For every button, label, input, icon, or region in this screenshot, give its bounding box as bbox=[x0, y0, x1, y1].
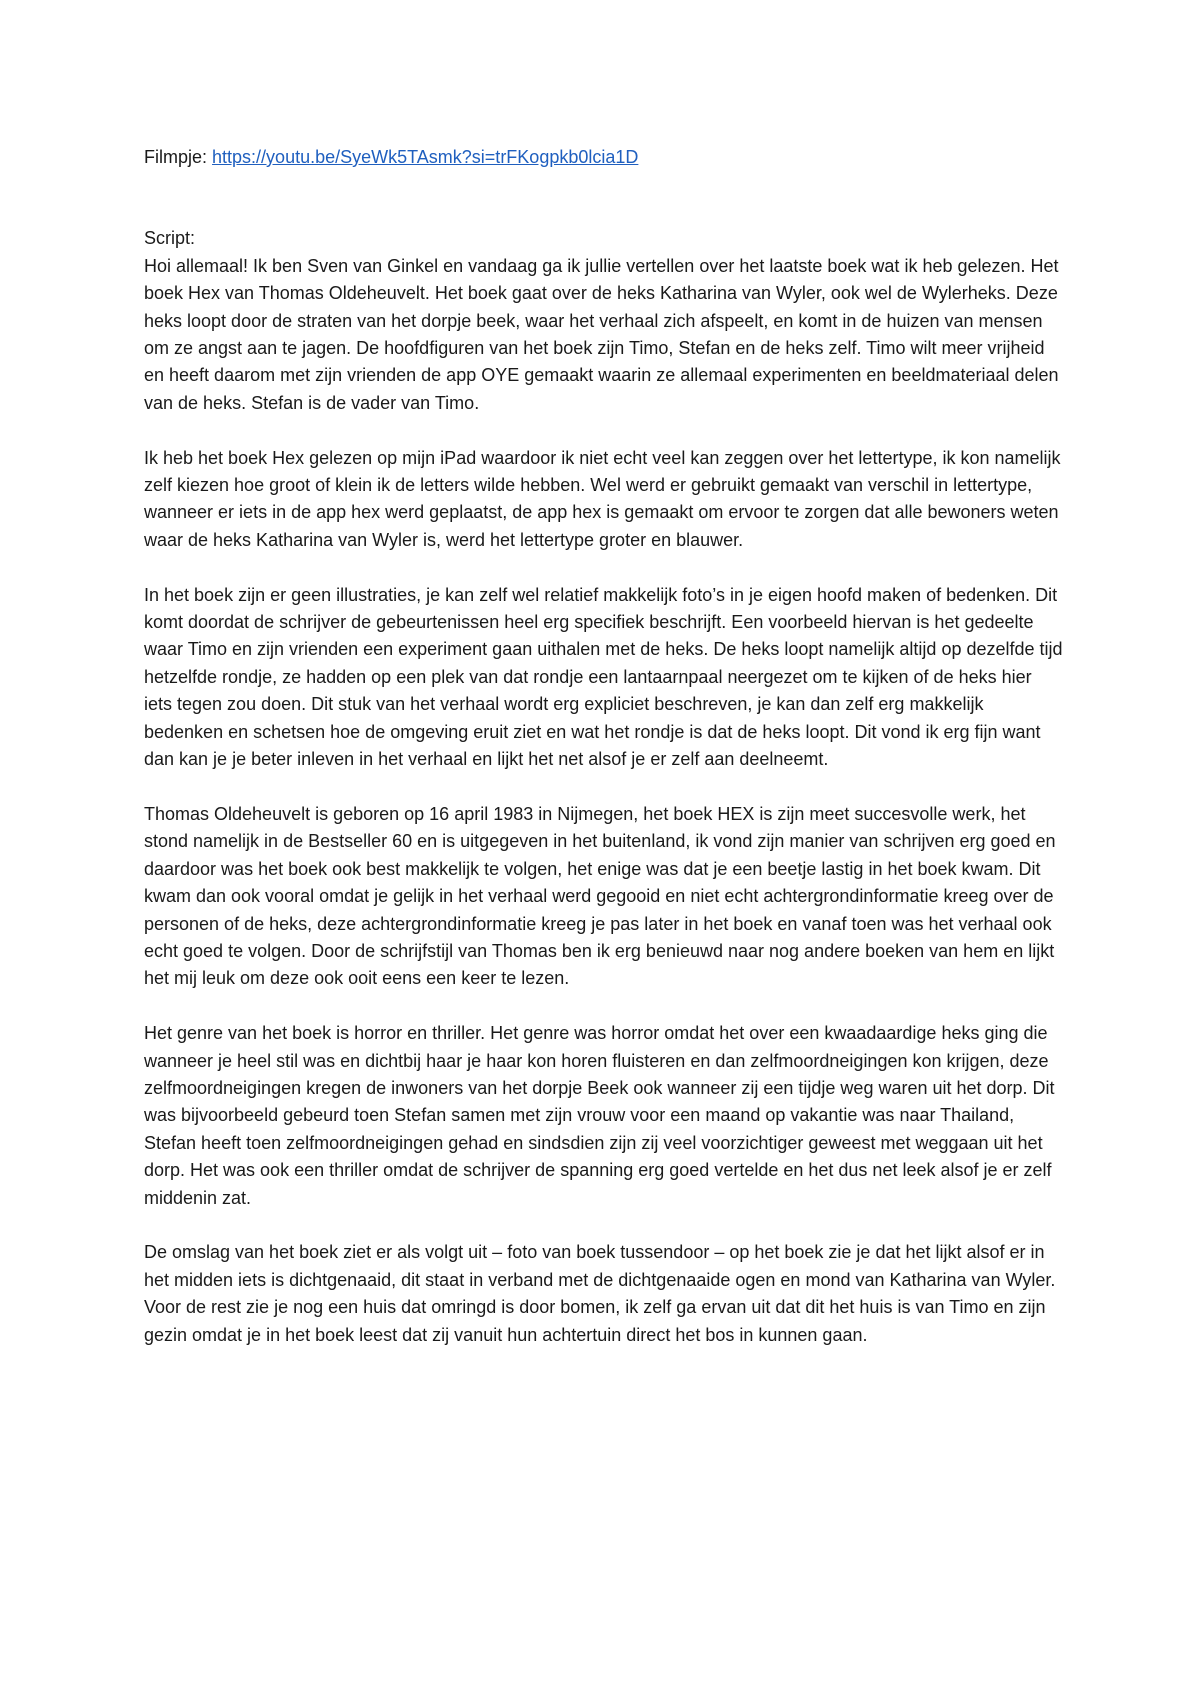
paragraph-intro: Hoi allemaal! Ik ben Sven van Ginkel en vandaag ga ik jullie vertellen over het laatste boek wat ik heb gelezen. Het boek Hex van Thomas Oldeheuvelt. Het boek gaat over de heks Katharina van Wyler, ook wel de Wylerheks. Deze heks loopt door de straten van het dorpje beek, waar het verhaal zich afspeelt, en komt in de huizen van mensen om ze angst aan te jagen. De hoofdfiguren van het boek zijn Timo, Stefan en de heks zelf. Timo wilt meer vrijheid en heeft daarom met zijn vrienden de app OYE gemaakt waarin ze allemaal experimenten en beeldmateriaal delen van de heks. Stefan is de vader van Timo. bbox=[144, 255, 1059, 413]
document-page bbox=[144, 144, 1064, 1376]
video-line bbox=[144, 144, 1064, 171]
paragraph-typography: Ik heb het boek Hex gelezen op mijn iPad waardoor ik niet echt veel kan zeggen over het lettertype, ik kon namelijk zelf kiezen hoe groot of klein ik de letters wilde hebben. Wel werd er gebruikt gemaakt van verschil in lettertype, wanneer er iets in de app hex werd geplaatst, de app hex is gemaakt om ervoor te zorgen dat alle bewoners weten waar de heks Katharina van Wyler is, werd het lettertype groter en blauwer. bbox=[144, 447, 1061, 550]
paragraph-author: Thomas Oldeheuvelt is geboren op 16 april 1983 in Nijmegen, het boek HEX is zijn meet succesvolle werk, het stond namelijk in de Bestseller 60 en is uitgegeven in het buitenland, ik vond zijn manier van schrijven erg goed en daardoor was het boek ook best makkelijk te volgen, het enige was dat je een beetje lastig in het boek kwam. Dit kwam dan ook vooral omdat je gelijk in het verhaal werd gegooid en niet echt achtergrondinformatie kreeg over de personen of de heks, deze achtergrondinformatie kreeg je pas later in het boek en vanaf toen was het verhaal ook echt goed te volgen. Door de schrijfstijl van Thomas ben ik erg benieuwd naar nog andere boeken van hem en lijkt het mij leuk om deze ook ooit eens een keer te lezen. bbox=[144, 803, 1056, 989]
paragraph-genre: Het genre van het boek is horror en thriller. Het genre was horror omdat het over een kwaadaardige heks ging die wanneer je heel stil was en dichtbij haar je haar kon horen fluisteren en dan zelfmoordneigingen kon krijgen, deze zelfmoordneigingen kregen de inwoners van het dorpje Beek ook wanneer zij een tijdje weg waren uit het dorp. Dit was bijvoorbeeld gebeurd toen Stefan samen met zijn vrouw voor een maand op vakantie was naar Thailand, Stefan heeft toen zelfmoordneigingen gehad en sindsdien zijn zij veel voorzichtiger geweest met weggaan uit het dorp. Het was ook een thriller omdat de schrijver de spanning erg goed vertelde en het dus net leek alsof je er zelf middenin zat. bbox=[144, 1023, 1055, 1208]
video-link[interactable]: https://youtu.be/SyeWk5TAsmk?si=trFKogpkb0lcia1D bbox=[212, 147, 639, 167]
paragraph-cover: De omslag van het boek ziet er als volgt uit – foto van boek tussendoor – op het boek zie je dat het lijkt alsof er in het midden iets is dichtgenaaid, dit staat in verband met de dichtgenaaide ogen en mond van Katharina van Wyler. Voor de rest zie je nog een huis dat omringd is door bomen, ik zelf ga ervan uit dat dit het huis is van Timo en zijn gezin omdat je in het boek leest dat zij vanuit hun achtertuin direct het bos in kunnen gaan. bbox=[144, 1242, 1056, 1345]
video-label: Filmpje: bbox=[144, 147, 208, 167]
paragraph-illustrations: In het boek zijn er geen illustraties, je kan zelf wel relatief makkelijk foto’s in je eigen hoofd maken of bedenken. Dit komt doordat de schrijver de gebeurtenissen heel erg specifiek beschrijft. Een voorbeeld hiervan is het gedeelte waar Timo en zijn vrienden een experiment gaan uithalen met de heks. De heks loopt namelijk altijd op dezelfde tijd hetzelfde rondje, ze hadden op een plek van dat rondje een lantaarnpaal neergezet om te kijken of de heks hier iets tegen zou doen. Dit stuk van het verhaal wordt erg expliciet beschreven, je kan dan zelf erg makkelijk bedenken en schetsen hoe de omgeving eruit ziet en wat het rondje is dat de heks loopt. Dit vond ik erg fijn want dan kan je je beter inleven in het verhaal en lijkt het net alsof je er zelf aan deelneemt. bbox=[144, 584, 1063, 770]
script-heading: Script: bbox=[144, 228, 196, 249]
